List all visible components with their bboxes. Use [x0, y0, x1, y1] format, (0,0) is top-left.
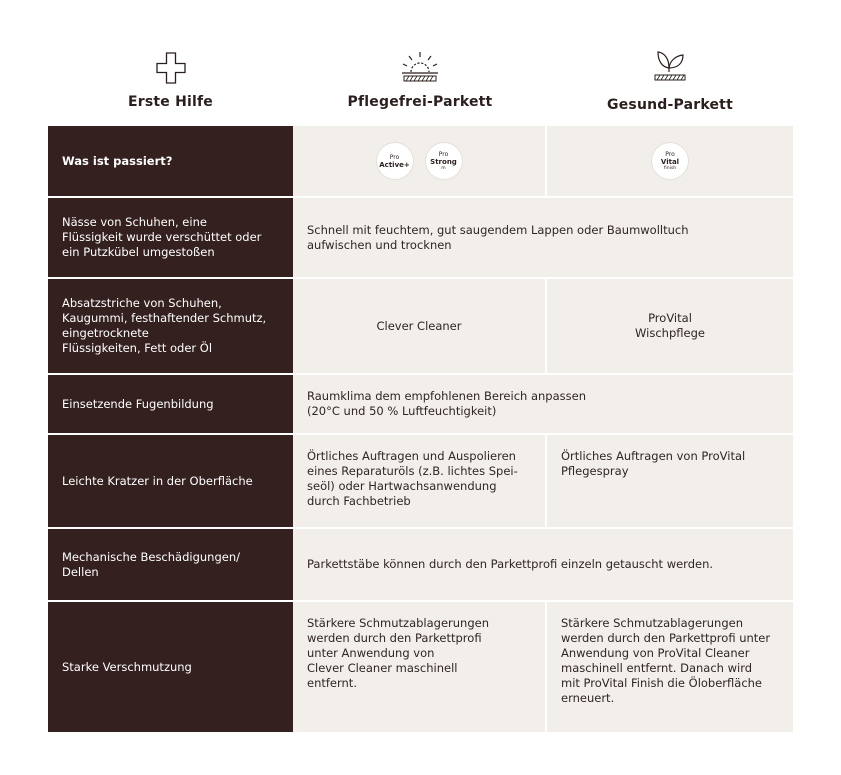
- table-row: [48, 435, 793, 529]
- pro-active-badge: Pro Active+: [376, 142, 414, 180]
- table-row-header: [48, 126, 793, 198]
- pro-vital-badge: Pro Vital finish: [651, 142, 689, 180]
- sun-floor-icon: [398, 44, 442, 84]
- header-pflegefrei-parkett: [293, 0, 547, 125]
- row-label: Mechanische Beschädigungen/ Dellen: [48, 529, 293, 600]
- row-cell: Parkettstäbe können durch den Parkettprofi einzeln getauscht werden.: [293, 529, 793, 600]
- row-label: Was ist passiert?: [48, 126, 293, 196]
- badges-cell: [547, 126, 793, 196]
- table-row: [48, 375, 793, 435]
- first-aid-table: [48, 126, 793, 732]
- leaf-floor-icon: [650, 44, 690, 84]
- column-title: Pflegefrei-Parkett: [347, 94, 493, 110]
- row-label: Leichte Kratzer in der Oberfläche: [48, 435, 293, 527]
- row-cell: Örtliches Auftragen und Auspolieren eines Reparaturöls (z.B. lichtes Spei- seöl) oder Hartwachsanwendung durch Fachbetrieb: [293, 435, 547, 527]
- header-erste-hilfe: [48, 0, 293, 125]
- row-label: Einsetzende Fugenbildung: [48, 375, 293, 433]
- row-cell: Schnell mit feuchtem, gut saugendem Lappen oder Baumwolltuch aufwischen und trocknen: [293, 198, 793, 277]
- first-aid-cross-icon: [156, 44, 186, 84]
- row-cell: Stärkere Schmutzablagerungen werden durch den Parkettprofi unter Anwendung von ProVital Cleaner maschinell entfernt. Danach wird mit ProVital Finish die Öloberfläche erneuert.: [547, 602, 793, 732]
- column-title: Erste Hilfe: [128, 94, 213, 110]
- row-cell: Raumklima dem empfohlenen Bereich anpassen (20°C und 50 % Luftfeuchtigkeit): [293, 375, 793, 433]
- row-label: Nässe von Schuhen, eine Flüssigkeit wurde verschüttet oder ein Putzkübel umgestoßen: [48, 198, 293, 277]
- row-label: Starke Verschmutzung: [48, 602, 293, 732]
- badges-cell: [293, 126, 547, 196]
- row-cell: Clever Cleaner: [293, 279, 547, 373]
- row-label: Absatzstriche von Schuhen, Kaugummi, festhaftender Schmutz, eingetrocknete Flüssigkeiten, Fett oder Öl: [48, 279, 293, 373]
- column-title: Gesund-Parkett: [607, 97, 733, 113]
- row-cell: ProVital Wischpflege: [547, 279, 793, 373]
- table-row: [48, 529, 793, 602]
- row-cell: Stärkere Schmutzablagerungen werden durch den Parkettprofi unter Anwendung von Clever Cleaner maschinell entfernt.: [293, 602, 547, 732]
- table-row: [48, 602, 793, 732]
- pro-strong-badge: Pro Strong m: [425, 142, 463, 180]
- header-gesund-parkett: [547, 0, 793, 125]
- row-cell: Örtliches Auftragen von ProVital Pflegespray: [547, 435, 793, 527]
- table-row: [48, 279, 793, 375]
- table-row: [48, 198, 793, 279]
